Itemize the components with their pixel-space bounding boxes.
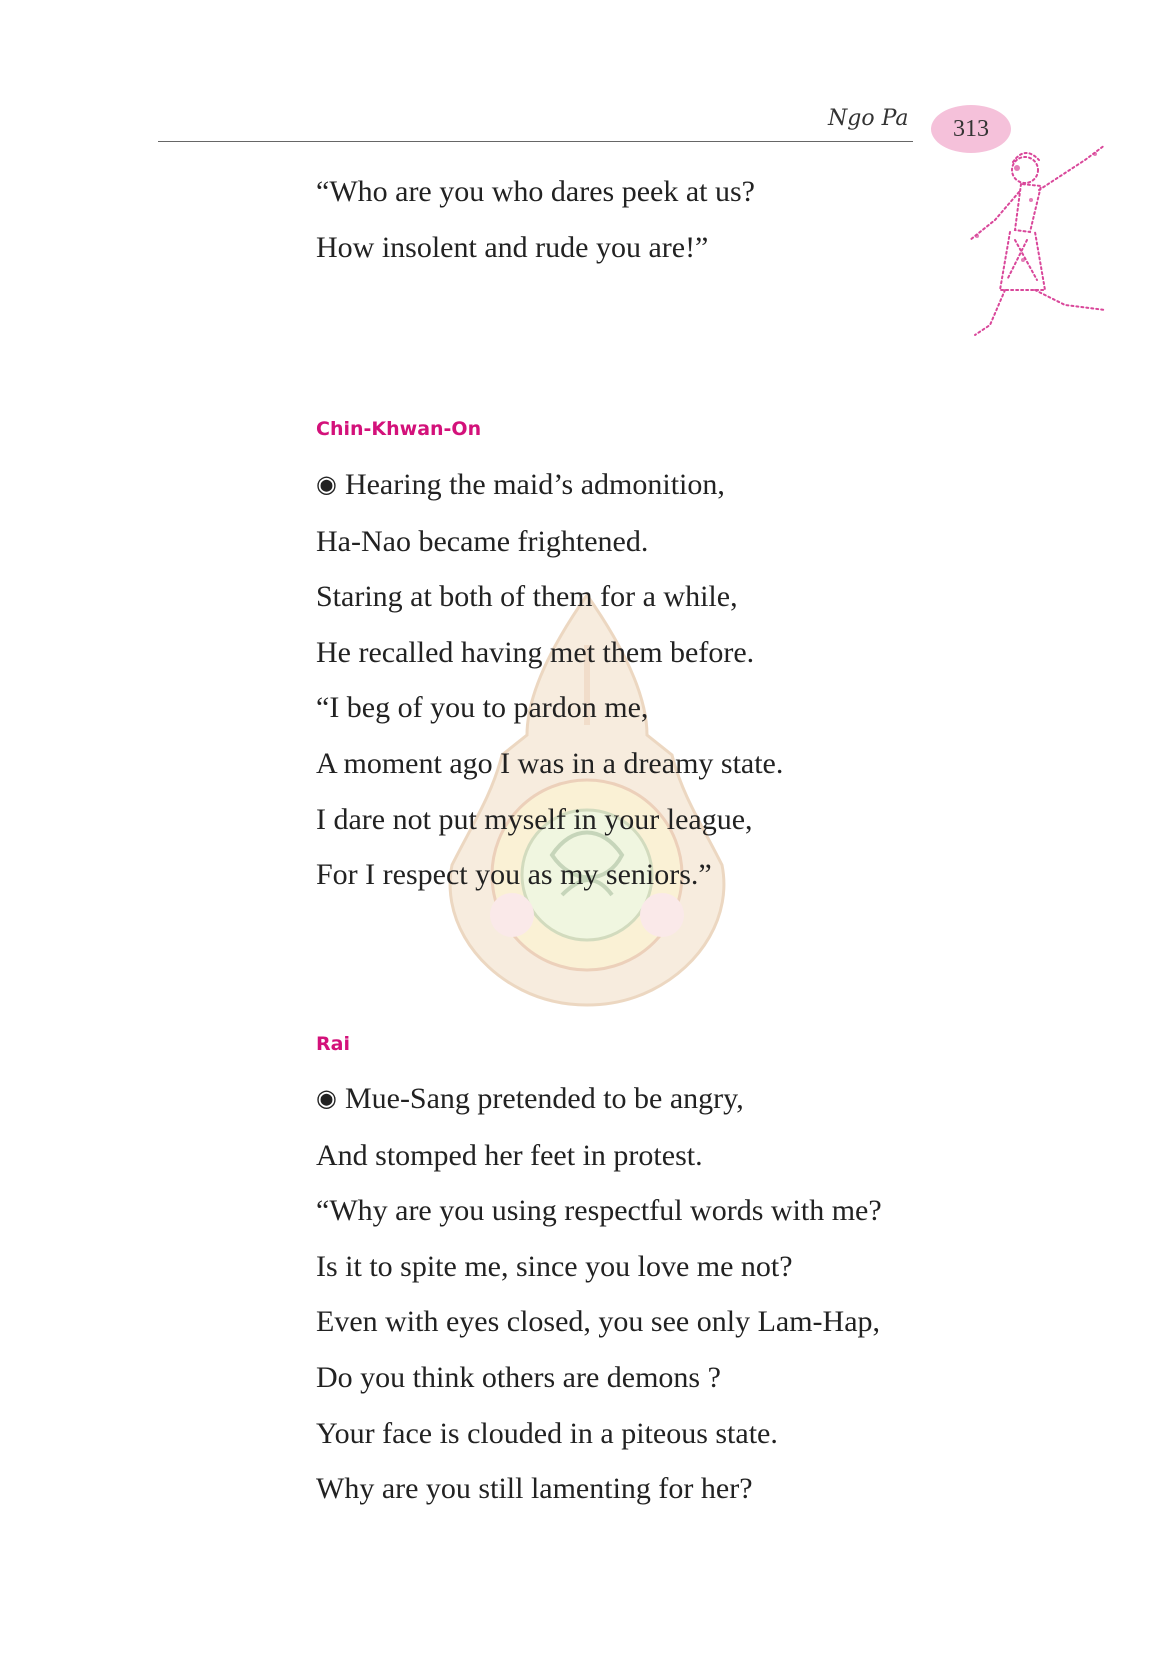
verse-line (316, 1071, 882, 1128)
verse-text: Hearing the maid’s admonition, (344, 468, 725, 501)
verse-line: How insolent and rude you are!” (316, 230, 709, 264)
header-rule (158, 141, 913, 142)
verse-line: Your face is clouded in a piteous state. (316, 1416, 778, 1450)
verse-line: And stomped her feet in protest. (316, 1138, 703, 1172)
section-heading: Chin-Khwan-On (316, 418, 482, 440)
verse-line: For I respect you as my seniors.” (316, 858, 712, 892)
verse-line: “Who are you who dares peek at us? (316, 175, 755, 208)
verse-line: Ha-Nao became frightened. (316, 524, 649, 558)
verse-line: Do you think others are demons ? (316, 1360, 721, 1394)
page-number: 313 (953, 115, 989, 142)
section-heading: Rai (316, 1033, 350, 1055)
verse-line: I dare not put myself in your league, (316, 802, 753, 836)
verse-line: Staring at both of them for a while, (316, 580, 738, 614)
verse-line: He recalled having met them before. (316, 635, 755, 669)
section-1-stanza (316, 457, 783, 903)
verse-line: A moment ago I was in a dreamy state. (316, 746, 784, 780)
verse-line: “I beg of you to pardon me, (316, 691, 649, 725)
verse-text: Mue-Sang pretended to be angry, (344, 1082, 744, 1115)
section-2-stanza (316, 1071, 882, 1517)
dancer-illustration-icon (955, 140, 1125, 350)
bullet-icon: ◉ (316, 472, 337, 498)
verse-line: Even with eyes closed, you see only Lam-Hap, (316, 1305, 881, 1339)
bullet-icon: ◉ (316, 1086, 337, 1112)
opening-stanza (316, 164, 755, 275)
verse-line (316, 457, 783, 514)
running-title: Ngo Pa (828, 106, 909, 131)
verse-line: Why are you still lamenting for her? (316, 1472, 753, 1506)
verse-line: “Why are you using respectful words with me? (316, 1194, 882, 1228)
verse-line: Is it to spite me, since you love me not? (316, 1249, 793, 1283)
